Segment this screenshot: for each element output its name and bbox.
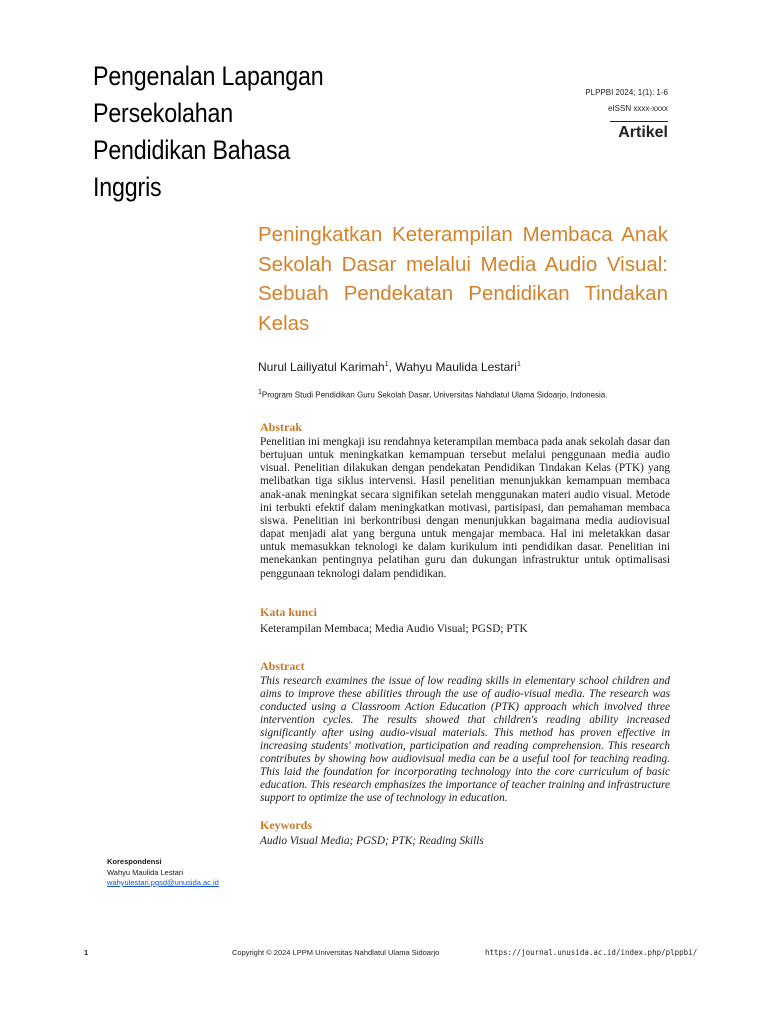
- abstrak-heading: Abstrak: [260, 420, 303, 434]
- author-affil-marker: 1: [384, 361, 389, 368]
- author-affil-marker: 1: [516, 361, 521, 368]
- journal-title-line: Persekolahan: [93, 98, 233, 128]
- copyright: Copyright © 2024 LPPM Universitas Nahdlatul Ulama Sidoarjo: [232, 948, 440, 957]
- correspondence-name: Wahyu Maulida Lestari: [107, 867, 184, 877]
- journal-title-line: Pendidikan Bahasa: [93, 135, 291, 165]
- abstract-text: This research examines the issue of low reading skills in elementary school children and aims to improve these abilities through the use of audio-visual media. The research was conducted using a Classroom Action Education (PTK) approach which involved three intervention cycles. The results showed that children's reading ability increased significantly after using audio-visual materials. This method has proven effective in increasing students' motivation, participation and reading comprehension. This research contributes by showing how audiovisual media can be a useful tool for teaching reading. This laid the foundation for incorporating technology into the core curriculum of basic education. This research emphasizes the importance of teacher training and infrastructure support to optimize the use of technology in education.: [260, 675, 670, 804]
- correspondence-email-link[interactable]: wahyulestari.pgsd@unusida.ac.id: [107, 878, 219, 887]
- kata-kunci-text: Keterampilan Membaca; Media Audio Visual; PGSD; PTK: [260, 623, 528, 635]
- affiliation-text: Program Studi Pendidikan Guru Sekolah Dasar, Universitas Nahdlatul Ulama Sidoarjo, Indonesia.: [261, 390, 608, 400]
- keywords-text: Audio Visual Media; PGSD; PTK; Reading Skills: [260, 835, 484, 847]
- affil-marker: 1: [258, 389, 262, 396]
- affiliation: [258, 389, 607, 400]
- abstract-heading: Abstract: [260, 659, 305, 673]
- correspondence-label: Korespondensi: [107, 857, 162, 866]
- journal-title-line: Pengenalan Lapangan: [93, 61, 324, 91]
- keywords-heading: Keywords: [260, 818, 312, 832]
- author-separator: ,: [388, 360, 396, 374]
- eissn: eISSN xxxx-xxxx: [607, 104, 668, 113]
- correspondence: [107, 857, 219, 889]
- abstrak-text: Penelitian ini mengkaji isu rendahnya keterampilan membaca pada anak sekolah dasar dan bertujuan untuk meningkatkan kemampuan tersebut melalui penggunaan media audio visual. Penelitian dilakukan dengan pendekatan Pendidikan Tindakan Kelas (PTK) yang melibatkan tiga siklus intervensi. Hasil penelitian menunjukkan kemampuan membaca anak-anak meningkat secara signifikan setelah menggunakan materi audio visual. Metode ini terbukti efektif dalam meningkatkan motivasi, partisipasi, dan pemahaman membaca siswa. Penelitian ini berkontribusi dengan menunjukkan bagaimana media audiovisual dapat menjadi alat yang berguna untuk mengajar membaca. Hal ini meletakkan dasar untuk memasukkan teknologi ke dalam kurikulum inti pendidikan dasar. Penelitian ini menekankan pentingnya pelatihan guru dan dukungan infrastruktur untuk optimalisasi penggunaan teknologi dalam pendidikan.: [260, 436, 670, 580]
- journal-title-line: Inggris: [93, 172, 162, 202]
- author-name: Nurul Lailiyatul Karimah: [258, 360, 385, 374]
- authors: [258, 360, 521, 374]
- article-title: Peningkatkan Keterampilan Membaca Anak Sekolah Dasar melalui Media Audio Visual: Sebuah Pendekatan Pendidikan Tindakan Kelas: [258, 223, 668, 335]
- journal-meta: [585, 85, 668, 117]
- citation: PLPPBI 2024; 1(1): 1-6: [585, 88, 668, 97]
- journal-title: [93, 58, 324, 206]
- page-number: 1: [84, 948, 89, 957]
- journal-url-link[interactable]: https://journal.unusida.ac.id/index.php/plppbi/: [485, 948, 698, 957]
- author-name: Wahyu Maulida Lestari: [395, 360, 517, 374]
- article-type: Artikel: [610, 121, 668, 142]
- kata-kunci-heading: Kata kunci: [260, 605, 318, 619]
